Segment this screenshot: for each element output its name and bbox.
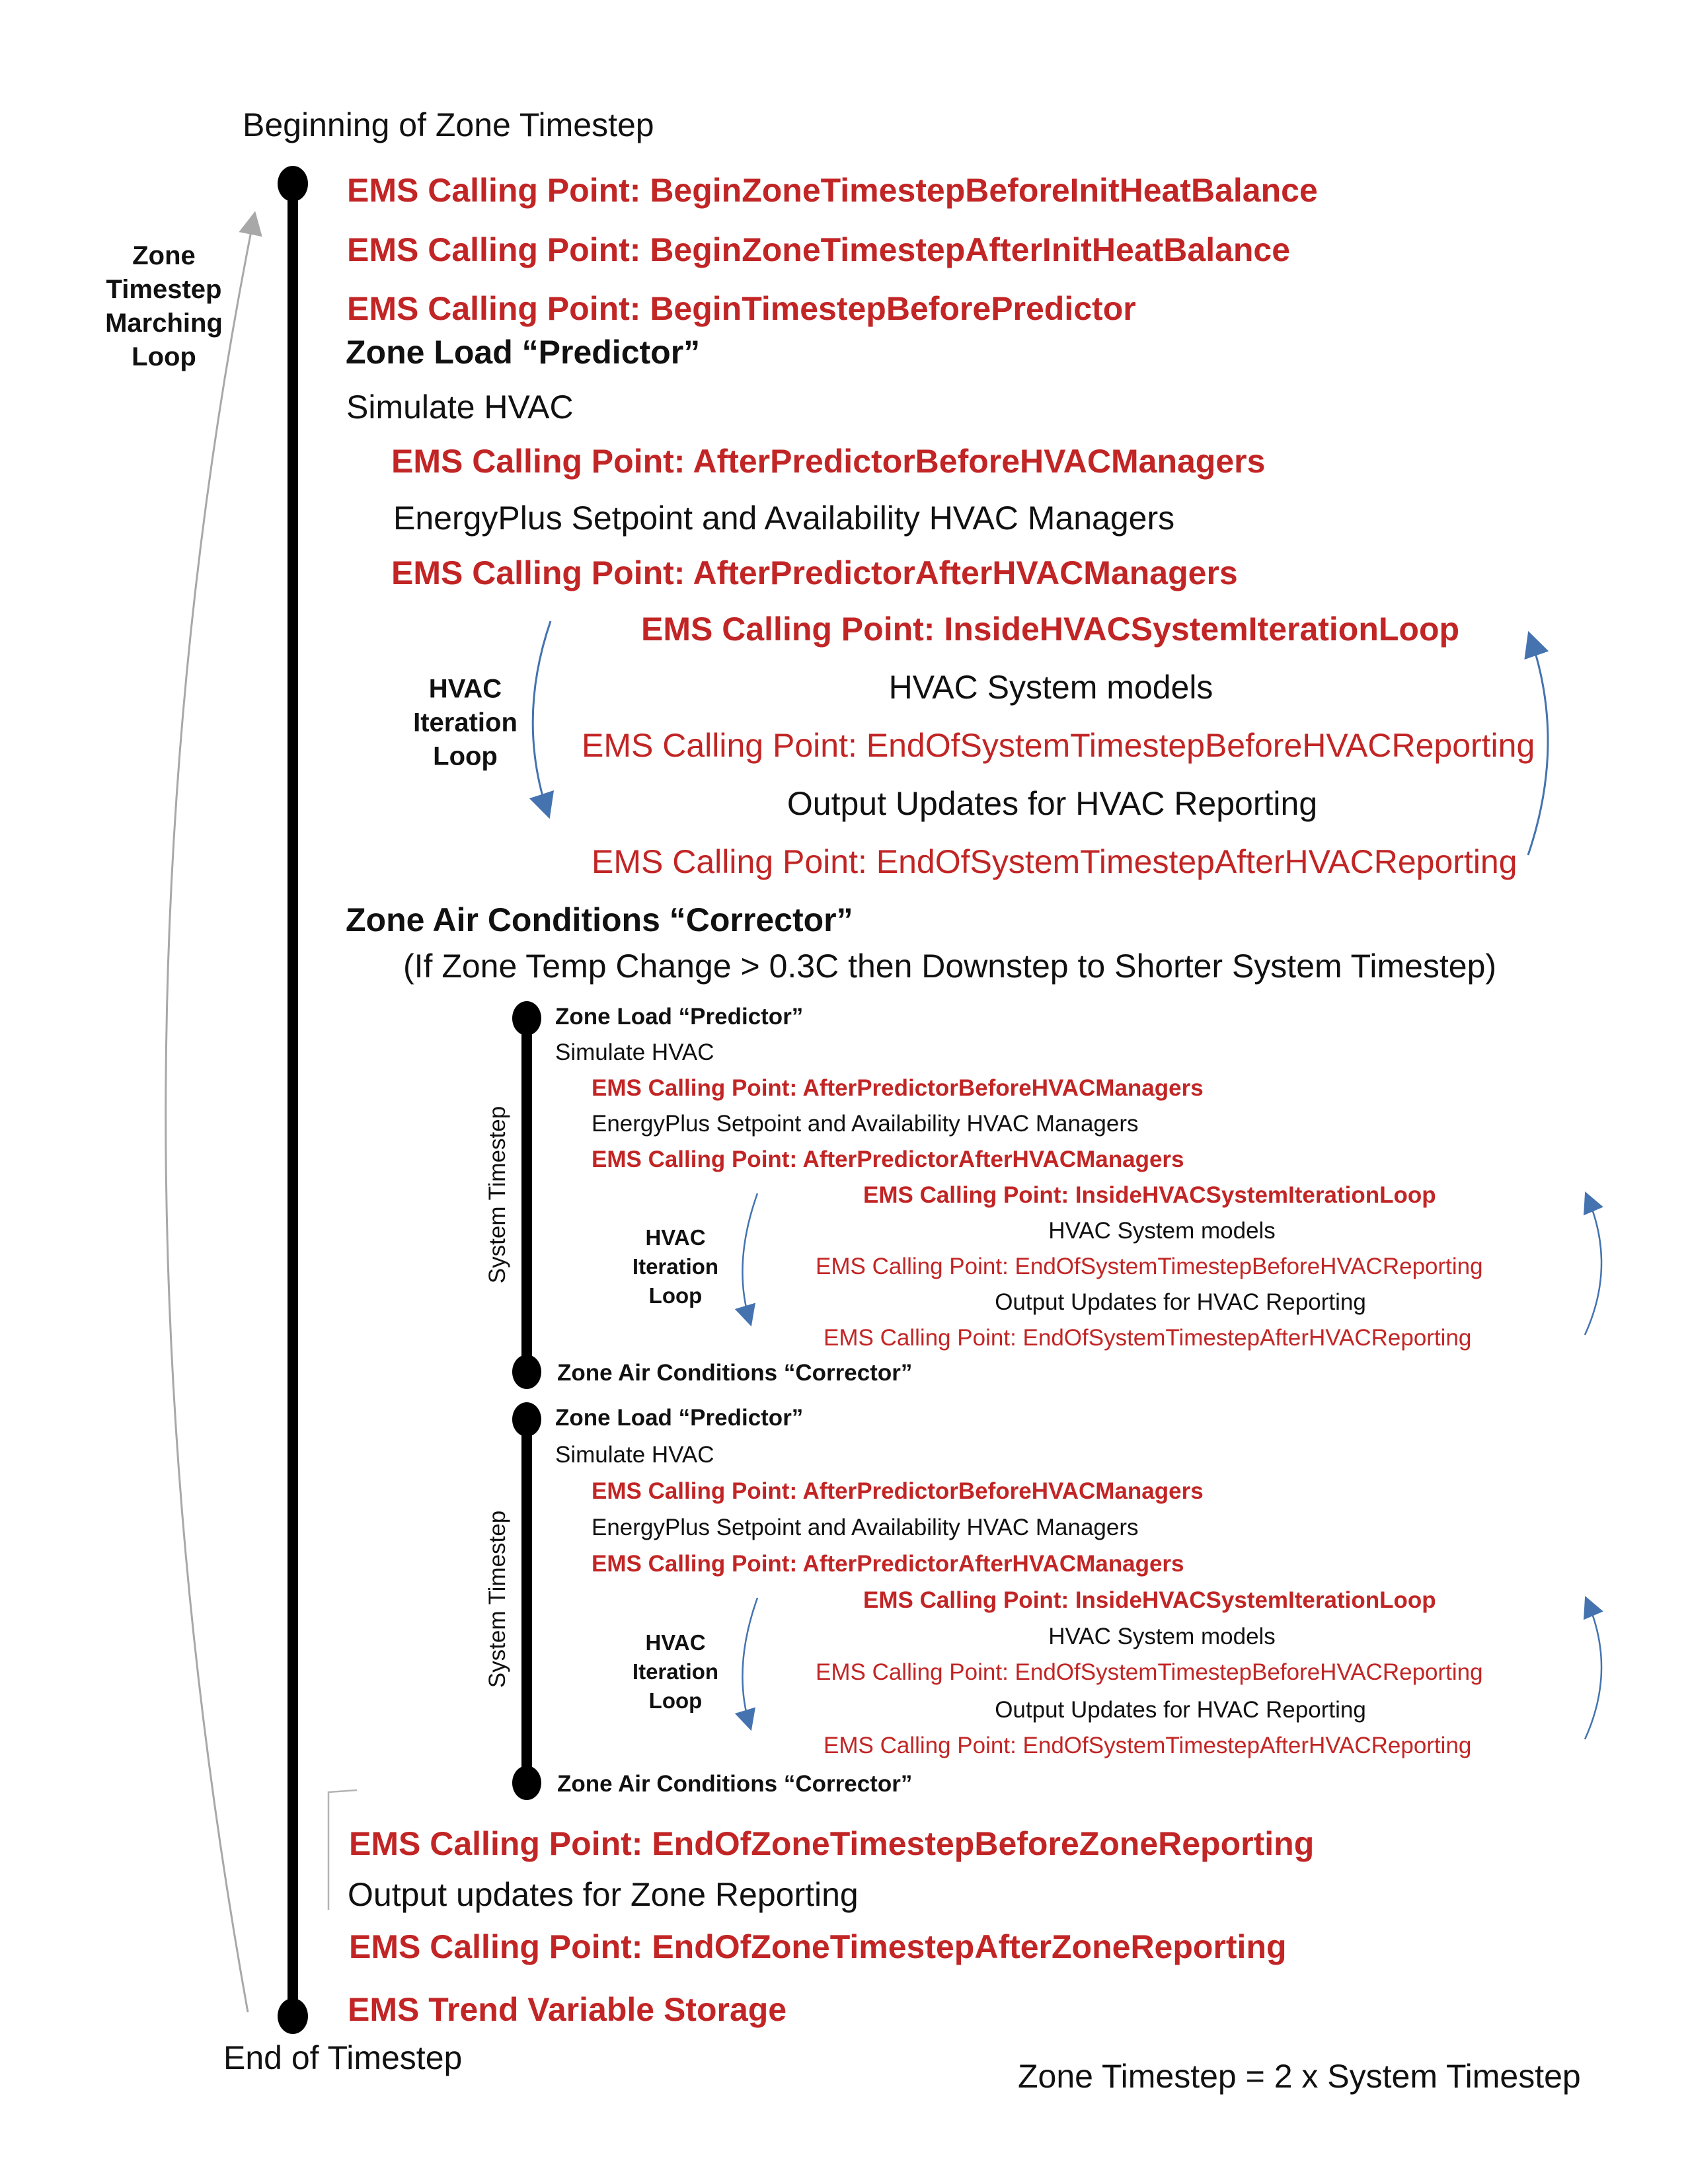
system-timestep-2-timeline — [512, 1402, 541, 1800]
main-timeline — [278, 166, 308, 2034]
downstep-note: (If Zone Temp Change > 0.3C then Downstep to Shorter System Timestep) — [403, 948, 1497, 985]
st2-ems-end-before-hvac-reporting: EMS Calling Point: EndOfSystemTimestepBeforeHVACReporting — [816, 1659, 1483, 1685]
st1-energyplus-managers: EnergyPlus Setpoint and Availability HVAC Managers — [592, 1111, 1139, 1137]
st1-ems-after-predictor-before-hvac-managers: EMS Calling Point: AfterPredictorBeforeHVACManagers — [592, 1075, 1204, 1101]
st1-ems-end-before-hvac-reporting: EMS Calling Point: EndOfSystemTimestepBeforeHVACReporting — [816, 1254, 1483, 1279]
simulate-hvac: Simulate HVAC — [346, 389, 574, 426]
ems-end-of-system-timestep-before-hvac-reporting: EMS Calling Point: EndOfSystemTimestepBeforeHVACReporting — [582, 727, 1535, 764]
st1-simulate-hvac: Simulate HVAC — [555, 1039, 714, 1065]
ems-begin-zone-timestep-after-init-heat-balance: EMS Calling Point: BeginZoneTimestepAfterInitHeatBalance — [347, 231, 1291, 268]
ems-end-of-zone-timestep-after-zone-reporting: EMS Calling Point: EndOfZoneTimestepAfterZoneReporting — [349, 1928, 1287, 1965]
system-1-end-dot — [512, 1355, 541, 1389]
st1-hvac-iteration-loop-label: HVAC Iteration Loop — [632, 1225, 719, 1308]
marching-loop-arrow — [166, 218, 254, 2012]
hvac-system-models: HVAC System models — [888, 669, 1213, 706]
st1-ems-end-after-hvac-reporting: EMS Calling Point: EndOfSystemTimestepAfterHVACReporting — [824, 1325, 1472, 1351]
ems-after-predictor-before-hvac-managers: EMS Calling Point: AfterPredictorBeforeHVACManagers — [391, 443, 1266, 480]
system-timestep-label-2: System Timestep — [484, 1510, 510, 1688]
system-2-start-dot — [512, 1402, 541, 1437]
st1-ems-after-predictor-after-hvac-managers: EMS Calling Point: AfterPredictorAfterHVACManagers — [592, 1147, 1184, 1172]
hvac-loop-arrow-left — [533, 621, 551, 811]
st2-energyplus-managers: EnergyPlus Setpoint and Availability HVAC Managers — [592, 1515, 1139, 1540]
energyplus-setpoint-availability-managers: EnergyPlus Setpoint and Availability HVAC Managers — [393, 500, 1175, 537]
st2-zone-air-conditions-corrector: Zone Air Conditions “Corrector” — [557, 1771, 913, 1797]
st1-ems-inside-hvac-iteration-loop: EMS Calling Point: InsideHVACSystemIterationLoop — [863, 1182, 1436, 1208]
system-timestep-label-1: System Timestep — [484, 1106, 510, 1284]
st2-hvac-system-models: HVAC System models — [1048, 1624, 1276, 1649]
st1-hvac-system-models: HVAC System models — [1048, 1218, 1276, 1244]
ems-inside-hvac-system-iteration-loop: EMS Calling Point: InsideHVACSystemIterationLoop — [641, 611, 1460, 648]
timeline-end-dot — [278, 1998, 308, 2034]
st2-ems-end-after-hvac-reporting: EMS Calling Point: EndOfSystemTimestepAfterHVACReporting — [824, 1733, 1472, 1758]
system-2-loop-arrow-left — [742, 1598, 757, 1725]
st2-simulate-hvac: Simulate HVAC — [555, 1442, 714, 1468]
ems-begin-timestep-before-predictor: EMS Calling Point: BeginTimestepBeforePredictor — [347, 290, 1136, 327]
st2-hvac-iteration-loop-label: HVAC Iteration Loop — [632, 1630, 719, 1713]
system-1-start-dot — [512, 1001, 541, 1036]
st2-ems-after-predictor-before-hvac-managers: EMS Calling Point: AfterPredictorBeforeHVACManagers — [592, 1478, 1204, 1504]
page-title: Beginning of Zone Timestep — [243, 106, 654, 143]
timeline-start-dot — [278, 166, 308, 202]
end-of-timestep-label: End of Timestep — [223, 2039, 463, 2076]
ems-end-of-zone-timestep-before-zone-reporting: EMS Calling Point: EndOfZoneTimestepBeforeZoneReporting — [349, 1825, 1315, 1862]
st2-ems-after-predictor-after-hvac-managers: EMS Calling Point: AfterPredictorAfterHVACManagers — [592, 1551, 1184, 1577]
ems-trend-variable-storage: EMS Trend Variable Storage — [348, 1991, 787, 2028]
system-1-loop-arrow-right — [1585, 1197, 1601, 1335]
ems-begin-zone-timestep-before-init-heat-balance: EMS Calling Point: BeginZoneTimestepBeforeInitHeatBalance — [347, 172, 1318, 209]
st1-zone-load-predictor: Zone Load “Predictor” — [555, 1004, 804, 1030]
marching-loop-label: Zone Timestep Marching Loop — [105, 241, 223, 371]
hvac-iteration-loop-label: HVAC Iteration Loop — [413, 674, 518, 771]
st1-zone-air-conditions-corrector: Zone Air Conditions “Corrector” — [557, 1360, 913, 1386]
output-updates-for-zone-reporting: Output updates for Zone Reporting — [348, 1876, 859, 1913]
output-updates-for-hvac-reporting: Output Updates for HVAC Reporting — [786, 785, 1318, 822]
st2-ems-inside-hvac-iteration-loop: EMS Calling Point: InsideHVACSystemIterationLoop — [863, 1587, 1436, 1613]
system-1-loop-arrow-left — [742, 1193, 757, 1320]
system-2-end-dot — [512, 1766, 541, 1800]
st1-output-updates-hvac-reporting: Output Updates for HVAC Reporting — [995, 1289, 1366, 1315]
st2-zone-load-predictor: Zone Load “Predictor” — [555, 1405, 804, 1431]
ems-after-predictor-after-hvac-managers: EMS Calling Point: AfterPredictorAfterHVACManagers — [391, 554, 1238, 591]
ems-end-of-system-timestep-after-hvac-reporting: EMS Calling Point: EndOfSystemTimestepAfterHVACReporting — [592, 843, 1517, 880]
st2-output-updates-hvac-reporting: Output Updates for HVAC Reporting — [995, 1697, 1366, 1723]
zone-load-predictor: Zone Load “Predictor” — [346, 334, 701, 371]
zone-air-conditions-corrector: Zone Air Conditions “Corrector” — [346, 901, 853, 938]
system-2-loop-arrow-right — [1585, 1602, 1601, 1739]
zone-timestep-formula: Zone Timestep = 2 x System Timestep — [1018, 2058, 1581, 2095]
system-timestep-1-timeline — [512, 1001, 541, 1389]
